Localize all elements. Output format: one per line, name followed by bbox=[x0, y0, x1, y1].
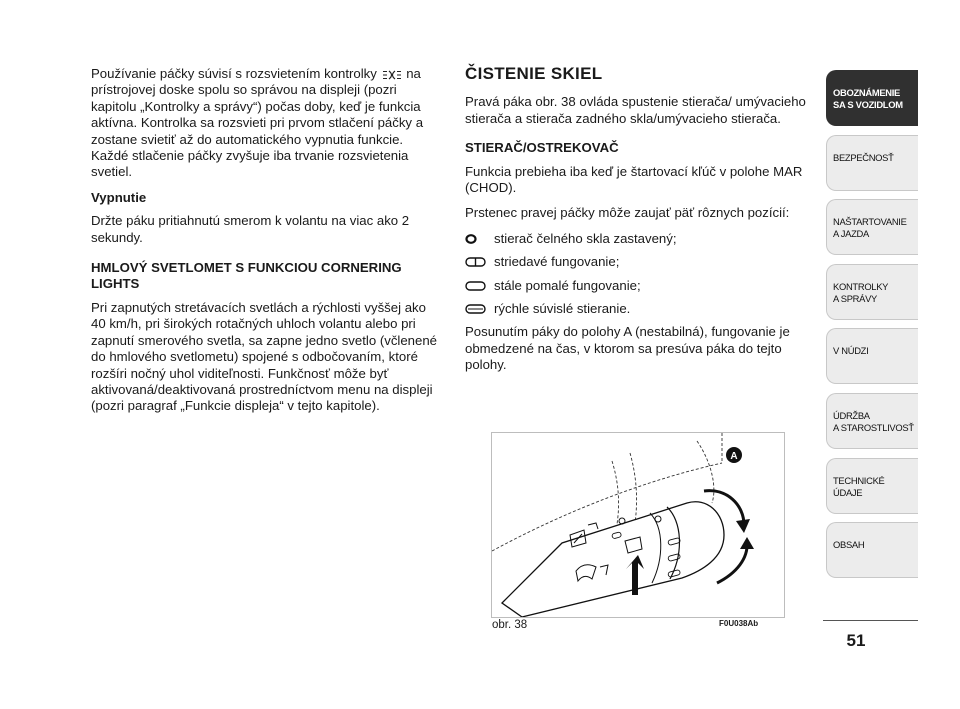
position-item bbox=[465, 254, 815, 270]
figure-code: F0U038Ab bbox=[719, 619, 759, 628]
chapter-tabs bbox=[826, 70, 918, 587]
wiper-intro-paragraph: Pravá páka obr. 38 ovláda spustenie stierača/ umývacieho stierača a stierača zadného skla/umývacieho stierača. bbox=[465, 94, 806, 126]
position-label: stále pomalé fungovanie; bbox=[494, 277, 641, 293]
tab-label: OBOZNÁMENIE SA S VOZIDLOM bbox=[833, 87, 903, 110]
section-title: ČISTENIE SKIEL bbox=[465, 64, 603, 83]
position-label: stierač čelného skla zastavený; bbox=[494, 230, 677, 246]
position-item bbox=[465, 231, 815, 247]
tab-label: ÚDRŽBA A STAROSTLIVOSŤ bbox=[833, 409, 914, 433]
vypnutie-paragraph: Držte páku pritiahnutú smerom k volantu na viac ako 2 sekundy. bbox=[91, 213, 410, 245]
wiper-key-paragraph: Funkcia prebieha iba keď je štartovací kľúč v polohe MAR (CHOD). bbox=[465, 163, 803, 196]
page-number-rule bbox=[823, 620, 918, 621]
tab-technicke[interactable] bbox=[826, 458, 918, 514]
tab-kontrolky[interactable] bbox=[826, 264, 918, 320]
closing-paragraph: Posunutím páky do polohy A (nestabilná), fungovanie je obmedzené na čas, v ktorom sa presúva páka do tejto polohy. bbox=[465, 324, 790, 373]
tab-bezpecnost[interactable] bbox=[826, 135, 918, 191]
tab-label: OBSAH bbox=[833, 539, 865, 551]
left-column bbox=[91, 66, 441, 424]
tab-udrzba[interactable] bbox=[826, 393, 918, 449]
intermittent-position-icon bbox=[465, 256, 487, 268]
tab-label: NAŠTARTOVANIE A JAZDA bbox=[833, 216, 907, 240]
wiper-subheading: STIERAČ/OSTREKOVAČ bbox=[465, 140, 619, 156]
marker-a-label: A bbox=[730, 451, 738, 462]
positions-intro: Prstenec pravej páčky môže zaujať päť rôznych pozícií: bbox=[465, 205, 790, 221]
fog-light-indicator-icon bbox=[381, 70, 403, 80]
intro-text-start: Používanie páčky súvisí s rozsvietením kontrolky bbox=[91, 66, 377, 81]
position-label: striedavé fungovanie; bbox=[494, 254, 620, 270]
tab-oboznamenie[interactable] bbox=[826, 70, 918, 126]
tab-label: V NÚDZI bbox=[833, 345, 869, 357]
right-column bbox=[465, 66, 815, 383]
off-position-icon bbox=[465, 233, 487, 245]
tab-nastartovanie[interactable] bbox=[826, 199, 918, 255]
position-label: rýchle súvislé stieranie. bbox=[494, 301, 631, 317]
fast-position-icon bbox=[465, 303, 487, 315]
wiper-lever-illustration bbox=[491, 432, 785, 618]
position-item bbox=[465, 301, 815, 317]
vypnutie-heading: Vypnutie bbox=[91, 189, 147, 205]
position-item bbox=[465, 278, 815, 294]
intro-text-end: na prístrojovej doske spolu so správou na displeji (pozri kapitolu „Kontrolky a správy“) počas doby, keď je funkcia aktívna. Kontrolka sa rozsvieti pri prvom stlačení páčky a zostane svietiť až do automatického vypnutia funkcie. Každé stlačenie páčky zvyšuje iba trvanie rozsvietenia svetiel. bbox=[91, 66, 424, 180]
slow-position-icon bbox=[465, 280, 487, 292]
tab-label: KONTROLKY A SPRÁVY bbox=[833, 280, 889, 304]
tab-label: BEZPEČNOSŤ bbox=[833, 151, 894, 163]
fog-light-paragraph: Pri zapnutých stretávacích svetlách a rýchlosti vyššej ako 40 km/h, pri širokých rotačných uhloch volantu alebo pri zapnutí smerového svetla, sa zapne jedno svetlo (včlenené do hmlového svetlometu) spojené s odbočovaním, ktoré rozšíri nočný uhol viditeľnosti. Funkčnosť môže byť aktivovaná/deaktivovaná prostredníctvom menu na displeji (pozri paragraf „Funkcie displeja“ v tejto kapitole). bbox=[91, 299, 438, 414]
intro-paragraph bbox=[91, 66, 441, 181]
tab-obsah[interactable] bbox=[826, 522, 918, 578]
lever-drawing bbox=[492, 433, 784, 617]
fog-light-heading: HMLOVÝ SVETLOMET S FUNKCIOU CORNERING LIGHTS bbox=[91, 260, 402, 292]
tab-label: TECHNICKÉ ÚDAJE bbox=[833, 474, 885, 498]
tab-v-nudzi[interactable] bbox=[826, 328, 918, 384]
figure-caption: obr. 38 bbox=[492, 619, 528, 631]
page-number: 51 bbox=[846, 631, 866, 650]
